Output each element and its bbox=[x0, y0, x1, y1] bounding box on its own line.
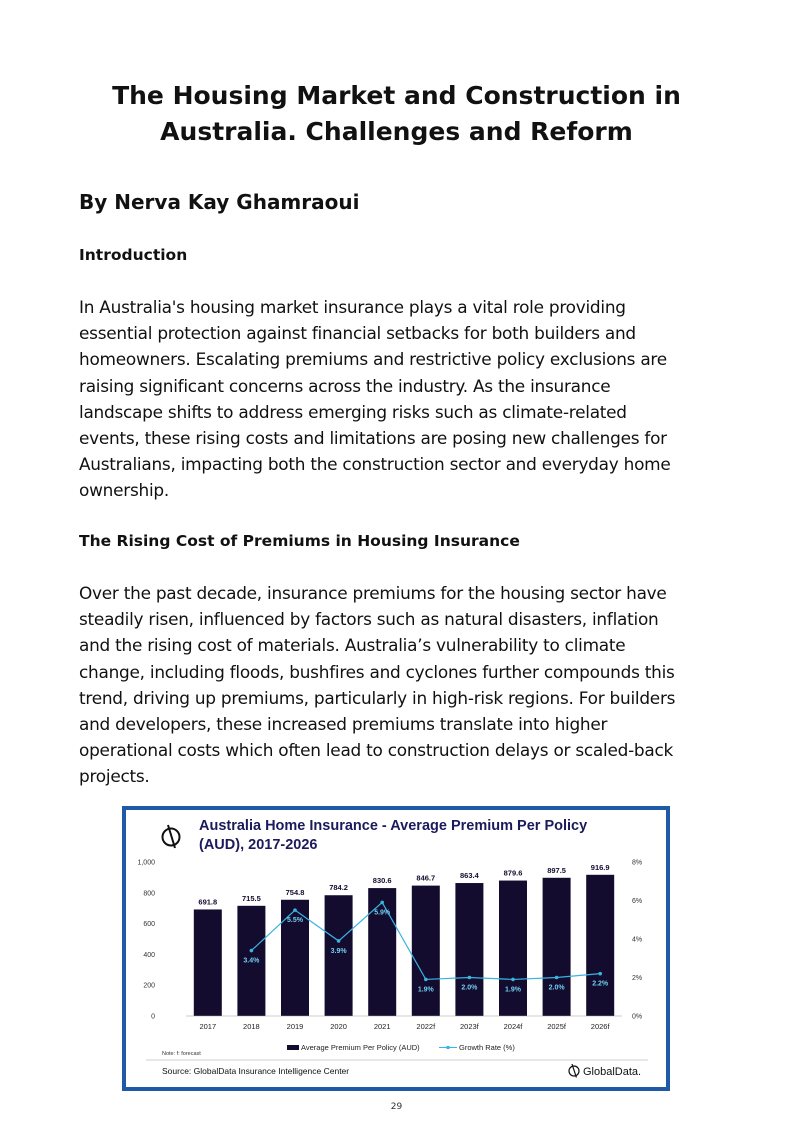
bar bbox=[194, 909, 222, 1016]
legend-line-label: Growth Rate (%) bbox=[459, 1043, 515, 1052]
title-line-1: The Housing Market and Construction in bbox=[112, 81, 681, 110]
y-tick-label: 0 bbox=[151, 1013, 155, 1021]
growth-value-label: 5.5% bbox=[287, 917, 303, 925]
bar bbox=[325, 895, 353, 1016]
page-number: 29 bbox=[390, 1102, 403, 1112]
paragraph-line: change, including floods, bushfires and cyclones further compounds this bbox=[79, 661, 675, 682]
legend-line-marker bbox=[446, 1046, 450, 1050]
paragraph-line: homeowners. Escalating premiums and restrictive policy exclusions are bbox=[79, 349, 667, 370]
chart-title-line-2: (AUD), 2017-2026 bbox=[199, 837, 318, 853]
bar bbox=[368, 888, 396, 1016]
growth-point bbox=[380, 901, 384, 905]
x-tick-label: 2026f bbox=[590, 1022, 610, 1031]
x-tick-label: 2025f bbox=[547, 1022, 566, 1031]
bar-value-label: 846.7 bbox=[416, 873, 436, 883]
growth-point bbox=[598, 972, 602, 976]
growth-value-label: 2.2% bbox=[592, 980, 609, 988]
growth-point bbox=[250, 949, 254, 953]
author-byline: By Nerva Kay Ghamraoui bbox=[79, 190, 360, 214]
paragraph-line: and the rising cost of materials. Australia’s vulnerability to climate bbox=[79, 635, 626, 656]
rising-cost-paragraph bbox=[79, 580, 719, 790]
growth-value-label: 1.9% bbox=[417, 986, 434, 994]
globaldata-brand-icon bbox=[569, 1064, 579, 1078]
y-tick-label: 600 bbox=[143, 921, 155, 929]
x-tick-label: 2022f bbox=[416, 1022, 436, 1031]
bar bbox=[543, 878, 571, 1016]
right-axis bbox=[632, 860, 642, 1021]
y2-tick-label: 8% bbox=[632, 859, 643, 867]
x-tick-label: 2020 bbox=[330, 1022, 347, 1031]
paragraph-line: trend, driving up premiums, particularly in high-risk regions. For builders bbox=[79, 687, 676, 708]
growth-point bbox=[337, 939, 341, 943]
introduction-paragraph bbox=[79, 294, 719, 504]
bar-value-label: 916.9 bbox=[590, 862, 610, 872]
growth-point bbox=[293, 908, 297, 912]
paragraph-line: events, these rising costs and limitations are posing new challenges for bbox=[79, 428, 667, 449]
globaldata-logo-icon bbox=[163, 825, 180, 848]
paragraph-line: ownership. bbox=[79, 480, 169, 501]
y2-tick-label: 4% bbox=[632, 936, 643, 944]
paragraph-line: steadily risen, influenced by factors such as natural disasters, inflation bbox=[79, 609, 659, 630]
bar-value-label: 879.6 bbox=[503, 868, 523, 878]
growth-point bbox=[424, 978, 428, 982]
bar bbox=[412, 886, 440, 1016]
document-title bbox=[80, 78, 713, 150]
chart-legend bbox=[287, 1043, 515, 1052]
y2-tick-label: 6% bbox=[632, 898, 643, 905]
premium-chart bbox=[126, 810, 666, 1087]
y-tick-label: 800 bbox=[143, 890, 155, 898]
growth-point bbox=[555, 976, 559, 980]
left-axis bbox=[137, 860, 155, 1021]
y2-tick-label: 2% bbox=[632, 975, 643, 982]
bar-value-label: 754.8 bbox=[285, 887, 305, 897]
y-tick-label: 400 bbox=[143, 951, 155, 959]
paragraph-line: and developers, these increased premiums translate into higher bbox=[79, 714, 608, 735]
x-tick-label: 2021 bbox=[373, 1022, 391, 1031]
bar-value-label: 691.8 bbox=[198, 897, 218, 907]
y2-tick-label: 0% bbox=[632, 1013, 643, 1021]
bar-value-label: 897.5 bbox=[547, 865, 566, 875]
growth-value-label: 3.9% bbox=[330, 947, 347, 955]
bar-value-label: 830.6 bbox=[372, 876, 392, 886]
y-tick-label: 200 bbox=[143, 982, 155, 990]
paragraph-line: operational costs which often lead to construction delays or scaled-back bbox=[79, 740, 674, 761]
paragraph-line: projects. bbox=[79, 766, 150, 787]
bar-value-label: 863.4 bbox=[460, 871, 479, 881]
chart-title-line-1: Australia Home Insurance - Average Premium Per Policy bbox=[199, 818, 588, 834]
paragraph-line: raising significant concerns across the industry. As the insurance bbox=[79, 375, 611, 396]
introduction-heading: Introduction bbox=[79, 246, 188, 264]
globaldata-brand bbox=[569, 1064, 641, 1078]
x-tick-label: 2023f bbox=[460, 1022, 479, 1031]
bar-value-label: 784.2 bbox=[329, 883, 348, 893]
premium-chart-figure bbox=[122, 806, 670, 1091]
title-line-2: Australia. Challenges and Reform bbox=[160, 117, 633, 146]
rising-cost-heading: The Rising Cost of Premiums in Housing Insurance bbox=[79, 532, 520, 550]
paragraph-line: landscape shifts to address emerging risks such as climate-related bbox=[79, 401, 627, 422]
growth-value-label: 1.9% bbox=[505, 986, 521, 994]
growth-value-label: 3.4% bbox=[243, 957, 260, 965]
x-tick-label: 2018 bbox=[243, 1022, 260, 1031]
bar bbox=[455, 883, 483, 1016]
x-tick-label: 2017 bbox=[199, 1022, 217, 1031]
bar bbox=[499, 881, 527, 1016]
globaldata-wordmark: GlobalData. bbox=[583, 1066, 642, 1078]
bar bbox=[586, 875, 614, 1016]
chart-note: Note: f: forecast bbox=[162, 1051, 201, 1057]
x-tick-label: 2019 bbox=[286, 1022, 304, 1031]
paragraph-line: Australians, impacting both the construction sector and everyday home bbox=[79, 454, 671, 475]
growth-value-label: 5.9% bbox=[374, 909, 391, 917]
y-tick-label: 1,000 bbox=[137, 859, 155, 867]
growth-value-label: 2.0% bbox=[548, 984, 565, 992]
paragraph-line: Over the past decade, insurance premiums for the housing sector have bbox=[79, 583, 667, 603]
paragraph-line: In Australia's housing market insurance plays a vital role providing bbox=[79, 297, 626, 317]
x-tick-label: 2024f bbox=[503, 1022, 523, 1031]
growth-point bbox=[511, 978, 515, 982]
growth-point bbox=[468, 976, 472, 980]
legend-bar-swatch bbox=[287, 1045, 299, 1050]
growth-value-label: 2.0% bbox=[461, 984, 478, 992]
x-axis bbox=[186, 1016, 622, 1031]
bar-value-label: 715.5 bbox=[242, 893, 261, 903]
chart-source: Source: GlobalData Insurance Intelligence Center bbox=[162, 1066, 350, 1076]
legend-bar-label: Average Premium Per Policy (AUD) bbox=[301, 1043, 420, 1052]
paragraph-line: essential protection against financial setbacks for both builders and bbox=[79, 323, 636, 344]
